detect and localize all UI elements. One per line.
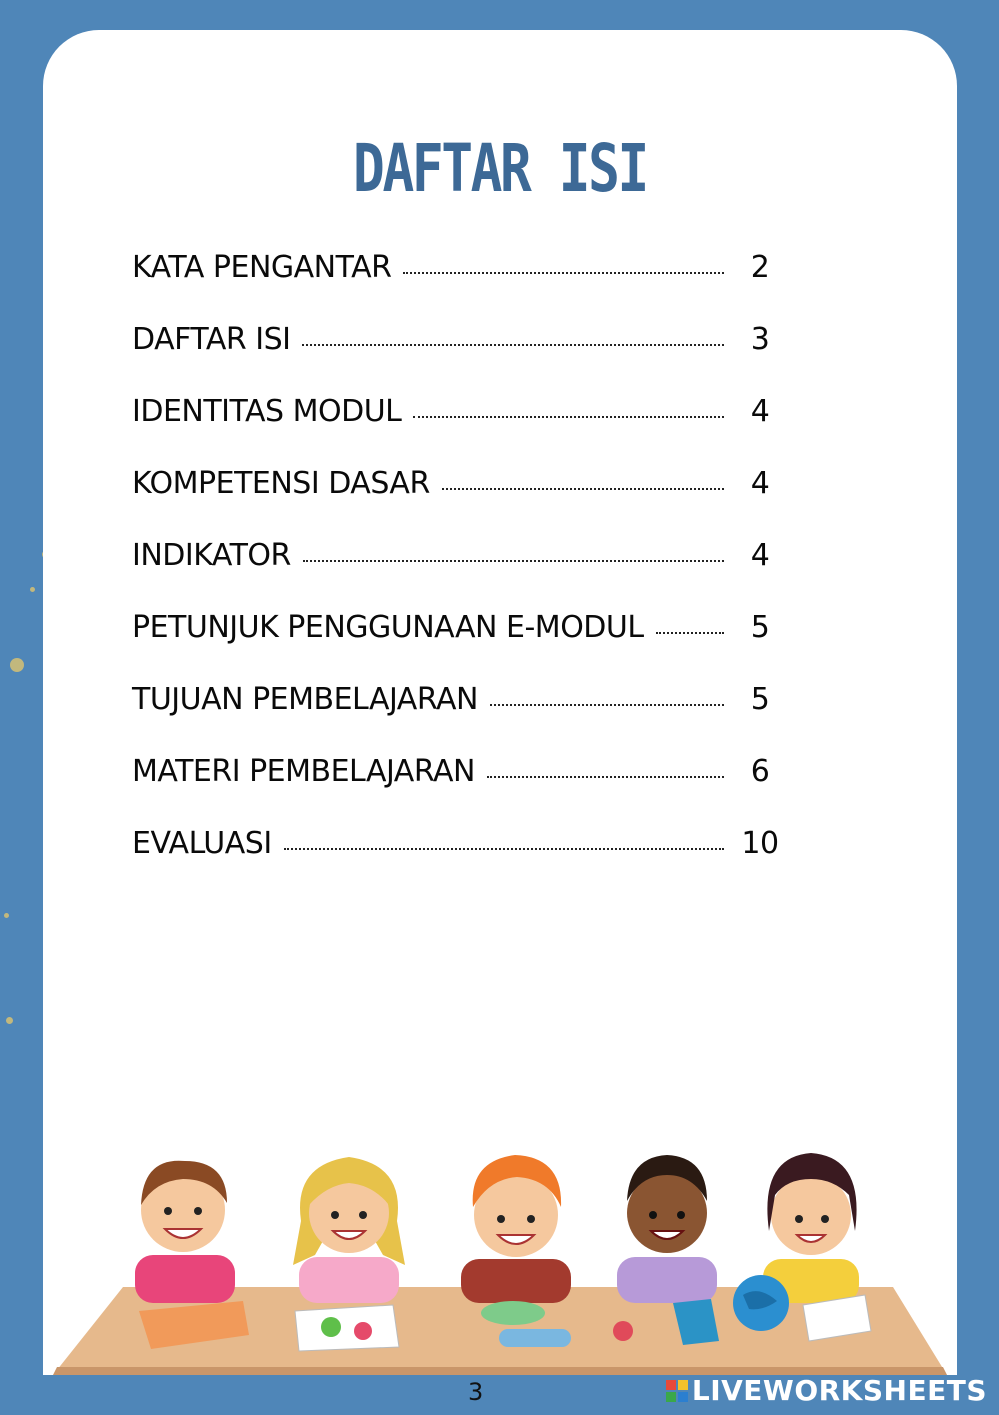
toc-row bbox=[132, 682, 782, 754]
toc-label: TUJUAN PEMBELAJARAN bbox=[132, 682, 478, 717]
toc-row bbox=[132, 610, 782, 682]
page-number: 3 bbox=[468, 1378, 484, 1406]
toc-label: INDIKATOR bbox=[132, 538, 291, 573]
toc-row bbox=[132, 754, 782, 826]
toc-page-number: 4 bbox=[750, 538, 770, 573]
toc-page-number: 10 bbox=[741, 826, 779, 861]
toc-leader-dots bbox=[403, 271, 724, 274]
liveworksheets-brand[interactable] bbox=[666, 1374, 987, 1407]
child-figure bbox=[617, 1155, 717, 1303]
sparkle-decoration bbox=[10, 658, 24, 672]
toc-label: EVALUASI bbox=[132, 826, 272, 861]
toc-row bbox=[132, 826, 782, 898]
table-of-contents bbox=[132, 250, 782, 898]
toc-leader-dots bbox=[413, 415, 724, 418]
toc-page-number: 5 bbox=[750, 682, 770, 717]
toc-label: KATA PENGANTAR bbox=[132, 250, 392, 285]
toc-leader-dots bbox=[284, 847, 724, 850]
toc-leader-dots bbox=[442, 487, 724, 490]
sparkle-decoration bbox=[6, 1017, 13, 1024]
toc-leader-dots bbox=[303, 559, 724, 562]
toc-page-number: 5 bbox=[750, 610, 770, 645]
children-illustration bbox=[43, 1135, 957, 1375]
toc-label: PETUNJUK PENGGUNAAN E-MODUL bbox=[132, 610, 644, 645]
toc-row bbox=[132, 394, 782, 466]
toc-row bbox=[132, 322, 782, 394]
toc-leader-dots bbox=[490, 703, 724, 706]
sparkle-decoration bbox=[30, 587, 35, 592]
toc-label: MATERI PEMBELAJARAN bbox=[132, 754, 475, 789]
toc-page-number: 6 bbox=[750, 754, 770, 789]
toc-label: KOMPETENSI DASAR bbox=[132, 466, 430, 501]
child-figure bbox=[461, 1155, 571, 1303]
toc-label: DAFTAR ISI bbox=[132, 322, 291, 357]
toc-page-number: 4 bbox=[750, 394, 770, 429]
page-card bbox=[43, 30, 957, 1375]
page-title: DAFTAR ISI bbox=[353, 130, 647, 207]
toc-page-number: 4 bbox=[750, 466, 770, 501]
toc-row bbox=[132, 466, 782, 538]
toc-page-number: 3 bbox=[750, 322, 770, 357]
toc-row bbox=[132, 538, 782, 610]
toc-leader-dots bbox=[656, 631, 724, 634]
sparkle-decoration bbox=[4, 913, 9, 918]
toc-leader-dots bbox=[302, 343, 724, 346]
child-figure bbox=[135, 1161, 235, 1303]
toc-page-number: 2 bbox=[750, 250, 770, 285]
toc-leader-dots bbox=[487, 775, 724, 778]
liveworksheets-logo-icon bbox=[666, 1380, 688, 1402]
toc-label: IDENTITAS MODUL bbox=[132, 394, 402, 429]
toc-row bbox=[132, 250, 782, 322]
brand-name: LIVEWORKSHEETS bbox=[691, 1374, 987, 1407]
child-figure bbox=[293, 1157, 405, 1303]
